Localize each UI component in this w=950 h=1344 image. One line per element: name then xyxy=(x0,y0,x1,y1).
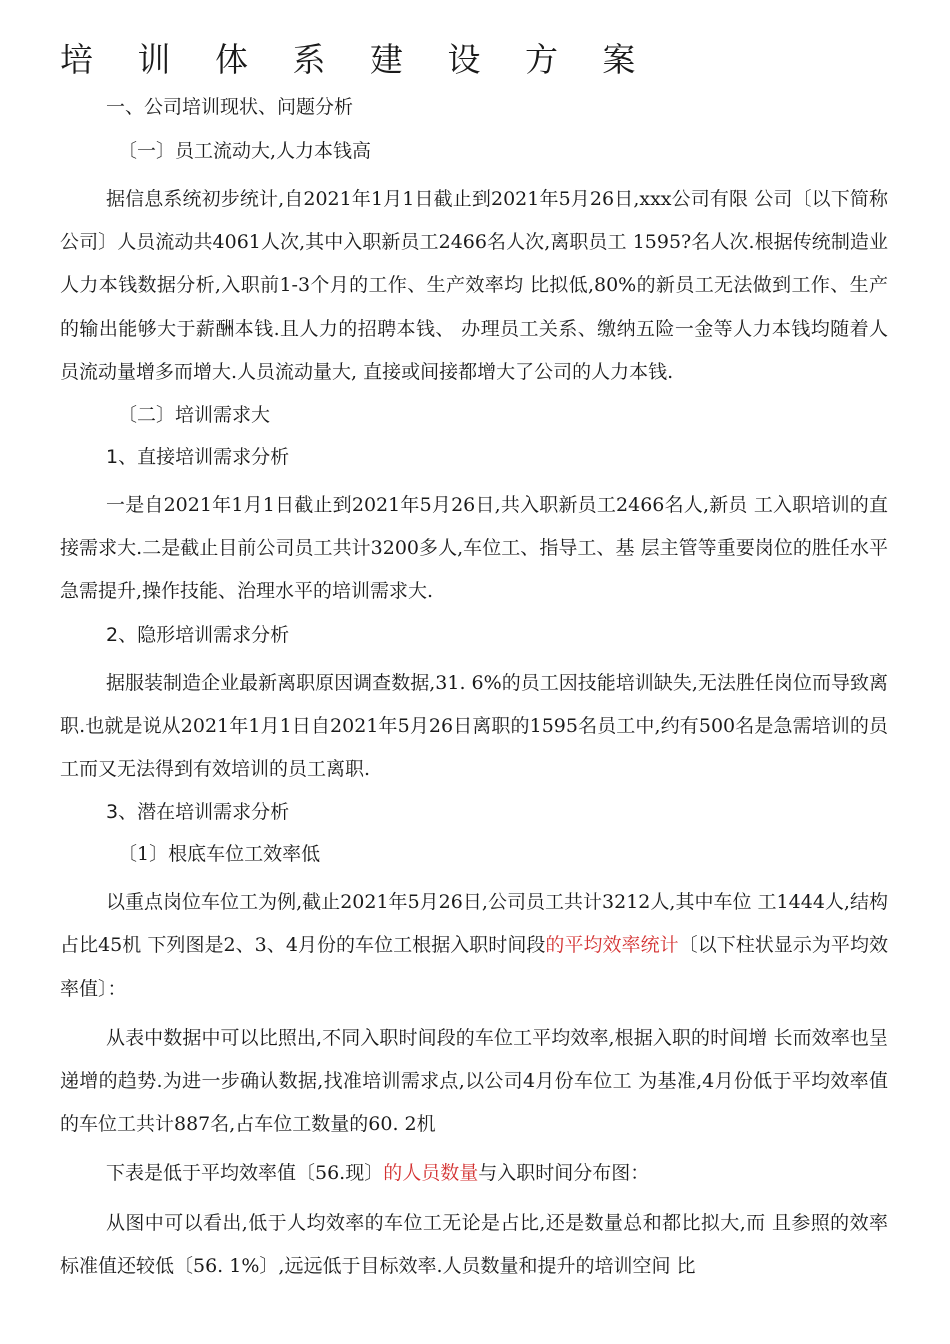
section-heading: 一、公司培训现状、问题分析 xyxy=(106,96,354,118)
paragraph-staff-turnover: 据信息系统初步统计,自2021年1月1日截止到2021年5月26日,xxx公司有限 公司〔以下简称公司〕人员流动共4061人次,其中入职新员工2466名人次,离职员工 1595?名人次.根据传统制造业人力本钱数据分析,入职前1-3个月的工作、生产效率均 比拟低,80%的新员工无法做到工作、生产的输出能够大于薪酬本钱.且人力的招聘本钱、 办理员工关系、缴纳五险一金等人力本钱均随着人员流动量增多而增大.人员流动量大, 直接或间接都增大了公司的人力本钱. xyxy=(60,188,888,383)
item-heading-direct-demand xyxy=(106,442,888,472)
item-heading-potential-demand xyxy=(106,797,888,827)
item-number: 1 xyxy=(106,446,119,469)
paragraph-hidden-demand: 据服装制造企业最新离职原因调查数据,31. 6%的员工因技能培训缺失,无法胜任岗位而导致离职.也就是说从2021年1月1日自2021年5月26日离职的1595名员工中,约有500名是急需培训的员工而又无法得到有效培训的员工离职. xyxy=(60,671,888,781)
paragraph-text: 与入职时间分布图： xyxy=(478,1162,650,1185)
paragraph-conclusion: 从图中可以看出,低于人均效率的车位工无论是占比,还是数量总和都比拟大,而 且参照的效率标准值还较低〔56. 1%〕,远远低于目标效率.人员数量和提升的培训空间 比 xyxy=(60,1211,888,1277)
paragraph-text: 〔以下柱状显示为平均效率值〕： xyxy=(60,934,888,1000)
item-number: 3 xyxy=(106,801,119,824)
paragraph-efficiency-comparison: 从表中数据中可以比照出,不同入职时间段的车位工平均效率,根据入职的时间增 长而效率也呈递增的趋势.为进一步确认数据,找准培训需求点,以公司4月份车位工 为基准,4月份低于平均效率值的车位工共计887名,占车位工数量的60. 2机 xyxy=(60,1026,888,1136)
paragraph-sewing-workers xyxy=(60,881,888,1011)
item-label: 、潜在培训需求分析 xyxy=(118,801,290,824)
paragraph-text: 以重点岗位车位工为例,截止2021年5月26日,公司员工共计3212人,其中车位 工1444人,结构占比45机 下列图是2、3、4月份的车位工根据入职时间段 xyxy=(60,891,888,957)
item-heading-hidden-demand xyxy=(106,620,888,650)
item-label: 、隐形培训需求分析 xyxy=(118,623,290,646)
paragraph-text: 下表是低于平均效率值〔56.现〕 xyxy=(106,1162,384,1185)
paragraph-direct-demand: 一是自2021年1月1日截止到2021年5月26日,共入职新员工2466名人,新员 工入职培训的直接需求大.二是截止目前公司员工共计3200多人,车位工、指导工、基 层主管等重要岗位的胜任水平急需提升,操作技能、治理水平的培训需求大. xyxy=(60,494,888,603)
sub-item-heading-efficiency: 〔1〕根底车位工效率低 xyxy=(118,843,321,866)
subsection-heading-1: 〔一〕员工流动大,人力本钱高 xyxy=(118,140,372,162)
highlighted-text: 的平均效率统计 xyxy=(545,934,679,957)
item-label: 、直接培训需求分析 xyxy=(118,446,290,469)
page-title: 培 训 体 系 建 设 方 案 xyxy=(60,40,653,79)
highlighted-text: 的人员数量 xyxy=(383,1162,479,1185)
subsection-heading-2: 〔二〕培训需求大 xyxy=(118,404,271,427)
paragraph-below-average xyxy=(60,1152,888,1195)
item-number: 2 xyxy=(106,623,119,646)
